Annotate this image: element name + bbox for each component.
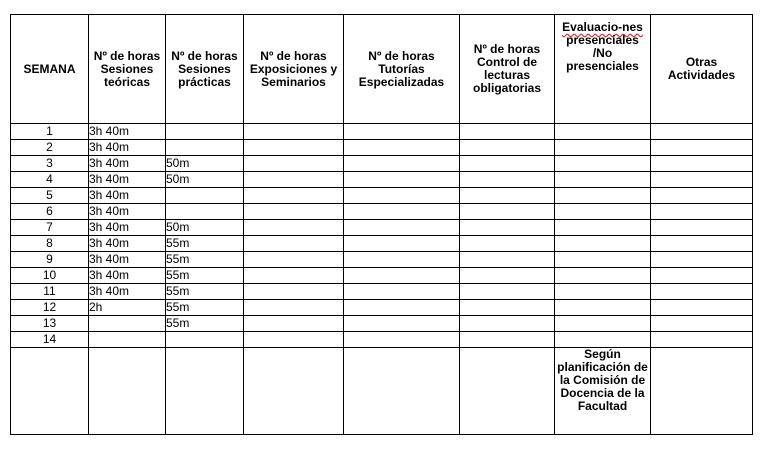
cell-lecturas [460, 300, 555, 316]
cell-semana: 11 [11, 284, 89, 300]
cell-teoricas: 3h 40m [89, 188, 166, 204]
cell-semana: 4 [11, 172, 89, 188]
header-evaluaciones [555, 15, 651, 124]
cell-lecturas [460, 236, 555, 252]
cell-teoricas: 3h 40m [89, 172, 166, 188]
cell-tutorias [344, 236, 460, 252]
cell-practicas [166, 204, 244, 220]
header-evaluaciones-rest: presenciales /No presenciales [566, 33, 639, 73]
cell-practicas: 55m [166, 252, 244, 268]
cell-exposiciones [244, 284, 344, 300]
cell-practicas: 50m [166, 220, 244, 236]
cell-evaluaciones [555, 300, 651, 316]
cell-otras [651, 252, 753, 268]
cell-teoricas: 3h 40m [89, 236, 166, 252]
cell-tutorias [344, 268, 460, 284]
footer-cell [89, 348, 166, 435]
table-row [11, 300, 753, 316]
cell-practicas: 55m [166, 284, 244, 300]
cell-lecturas [460, 332, 555, 348]
cell-otras [651, 316, 753, 332]
cell-practicas: 55m [166, 236, 244, 252]
table-row [11, 204, 753, 220]
footer-row [11, 348, 753, 435]
cell-semana: 10 [11, 268, 89, 284]
cell-otras [651, 124, 753, 140]
cell-lecturas [460, 316, 555, 332]
cell-semana: 1 [11, 124, 89, 140]
cell-semana: 3 [11, 156, 89, 172]
cell-exposiciones [244, 188, 344, 204]
cell-teoricas: 3h 40m [89, 284, 166, 300]
header-tutorias: Nº de horas Tutorías Especializadas [344, 15, 460, 124]
cell-lecturas [460, 188, 555, 204]
cell-otras [651, 140, 753, 156]
cell-semana: 13 [11, 316, 89, 332]
table-row [11, 236, 753, 252]
cell-exposiciones [244, 172, 344, 188]
table-row [11, 124, 753, 140]
cell-exposiciones [244, 316, 344, 332]
footer-cell [651, 348, 753, 435]
cell-tutorias [344, 140, 460, 156]
cell-semana: 7 [11, 220, 89, 236]
cell-evaluaciones [555, 124, 651, 140]
cell-semana: 9 [11, 252, 89, 268]
cell-evaluaciones [555, 284, 651, 300]
table-row [11, 268, 753, 284]
cell-exposiciones [244, 140, 344, 156]
cell-exposiciones [244, 268, 344, 284]
cell-otras [651, 332, 753, 348]
cell-teoricas: 3h 40m [89, 204, 166, 220]
cell-lecturas [460, 140, 555, 156]
cell-evaluaciones [555, 316, 651, 332]
cell-otras [651, 188, 753, 204]
cell-practicas: 50m [166, 172, 244, 188]
table-row [11, 332, 753, 348]
cell-semana: 2 [11, 140, 89, 156]
cell-tutorias [344, 300, 460, 316]
table-row [11, 172, 753, 188]
header-teoricas: Nº de horas Sesiones teóricas [89, 15, 166, 124]
cell-teoricas: 2h [89, 300, 166, 316]
cell-teoricas [89, 316, 166, 332]
cell-semana: 14 [11, 332, 89, 348]
table-row [11, 316, 753, 332]
cell-tutorias [344, 188, 460, 204]
cell-semana: 5 [11, 188, 89, 204]
footer-cell [11, 348, 89, 435]
cell-lecturas [460, 124, 555, 140]
cell-practicas: 55m [166, 300, 244, 316]
header-practicas: Nº de horas Sesiones prácticas [166, 15, 244, 124]
footer-cell [166, 348, 244, 435]
schedule-table [10, 14, 753, 435]
cell-otras [651, 300, 753, 316]
cell-evaluaciones [555, 236, 651, 252]
cell-tutorias [344, 156, 460, 172]
cell-semana: 8 [11, 236, 89, 252]
cell-teoricas: 3h 40m [89, 140, 166, 156]
cell-practicas [166, 140, 244, 156]
cell-lecturas [460, 268, 555, 284]
cell-exposiciones [244, 252, 344, 268]
cell-evaluaciones [555, 332, 651, 348]
footer-cell [344, 348, 460, 435]
cell-tutorias [344, 220, 460, 236]
cell-lecturas [460, 156, 555, 172]
cell-tutorias [344, 284, 460, 300]
cell-otras [651, 172, 753, 188]
cell-lecturas [460, 204, 555, 220]
cell-lecturas [460, 252, 555, 268]
cell-teoricas: 3h 40m [89, 124, 166, 140]
table-row [11, 188, 753, 204]
cell-evaluaciones [555, 204, 651, 220]
cell-lecturas [460, 284, 555, 300]
table-row [11, 156, 753, 172]
cell-tutorias [344, 316, 460, 332]
table-row [11, 284, 753, 300]
cell-teoricas: 3h 40m [89, 156, 166, 172]
cell-evaluaciones [555, 220, 651, 236]
cell-exposiciones [244, 332, 344, 348]
cell-evaluaciones [555, 140, 651, 156]
cell-otras [651, 156, 753, 172]
cell-exposiciones [244, 156, 344, 172]
header-row [11, 15, 753, 124]
cell-teoricas: 3h 40m [89, 220, 166, 236]
cell-otras [651, 268, 753, 284]
cell-otras [651, 284, 753, 300]
header-otras: Otras Actividades [651, 15, 753, 124]
header-evaluaciones-word: Evaluacio-nes [562, 20, 643, 34]
cell-exposiciones [244, 220, 344, 236]
cell-exposiciones [244, 204, 344, 220]
header-exposiciones: Nº de horas Exposiciones y Seminarios [244, 15, 344, 124]
cell-exposiciones [244, 300, 344, 316]
cell-practicas [166, 124, 244, 140]
cell-tutorias [344, 204, 460, 220]
cell-evaluaciones [555, 156, 651, 172]
cell-teoricas [89, 332, 166, 348]
cell-practicas: 50m [166, 156, 244, 172]
cell-semana: 6 [11, 204, 89, 220]
cell-tutorias [344, 172, 460, 188]
cell-teoricas: 3h 40m [89, 268, 166, 284]
cell-evaluaciones [555, 172, 651, 188]
header-lecturas: Nº de horas Control de lecturas obligatorias [460, 15, 555, 124]
cell-practicas [166, 332, 244, 348]
cell-tutorias [344, 252, 460, 268]
table-row [11, 140, 753, 156]
cell-otras [651, 204, 753, 220]
cell-otras [651, 236, 753, 252]
cell-evaluaciones [555, 268, 651, 284]
table-row [11, 220, 753, 236]
cell-practicas: 55m [166, 268, 244, 284]
cell-lecturas [460, 172, 555, 188]
cell-evaluaciones [555, 188, 651, 204]
table-row [11, 252, 753, 268]
footer-cell [244, 348, 344, 435]
cell-lecturas [460, 220, 555, 236]
cell-otras [651, 220, 753, 236]
cell-evaluaciones [555, 252, 651, 268]
cell-tutorias [344, 332, 460, 348]
footer-cell [460, 348, 555, 435]
cell-semana: 12 [11, 300, 89, 316]
cell-tutorias [344, 124, 460, 140]
cell-exposiciones [244, 236, 344, 252]
header-semana: SEMANA [11, 15, 89, 124]
footer-note: Según planificación de la Comisión de Docencia de la Facultad [555, 348, 651, 435]
cell-practicas [166, 188, 244, 204]
cell-practicas: 55m [166, 316, 244, 332]
cell-teoricas: 3h 40m [89, 252, 166, 268]
cell-exposiciones [244, 124, 344, 140]
